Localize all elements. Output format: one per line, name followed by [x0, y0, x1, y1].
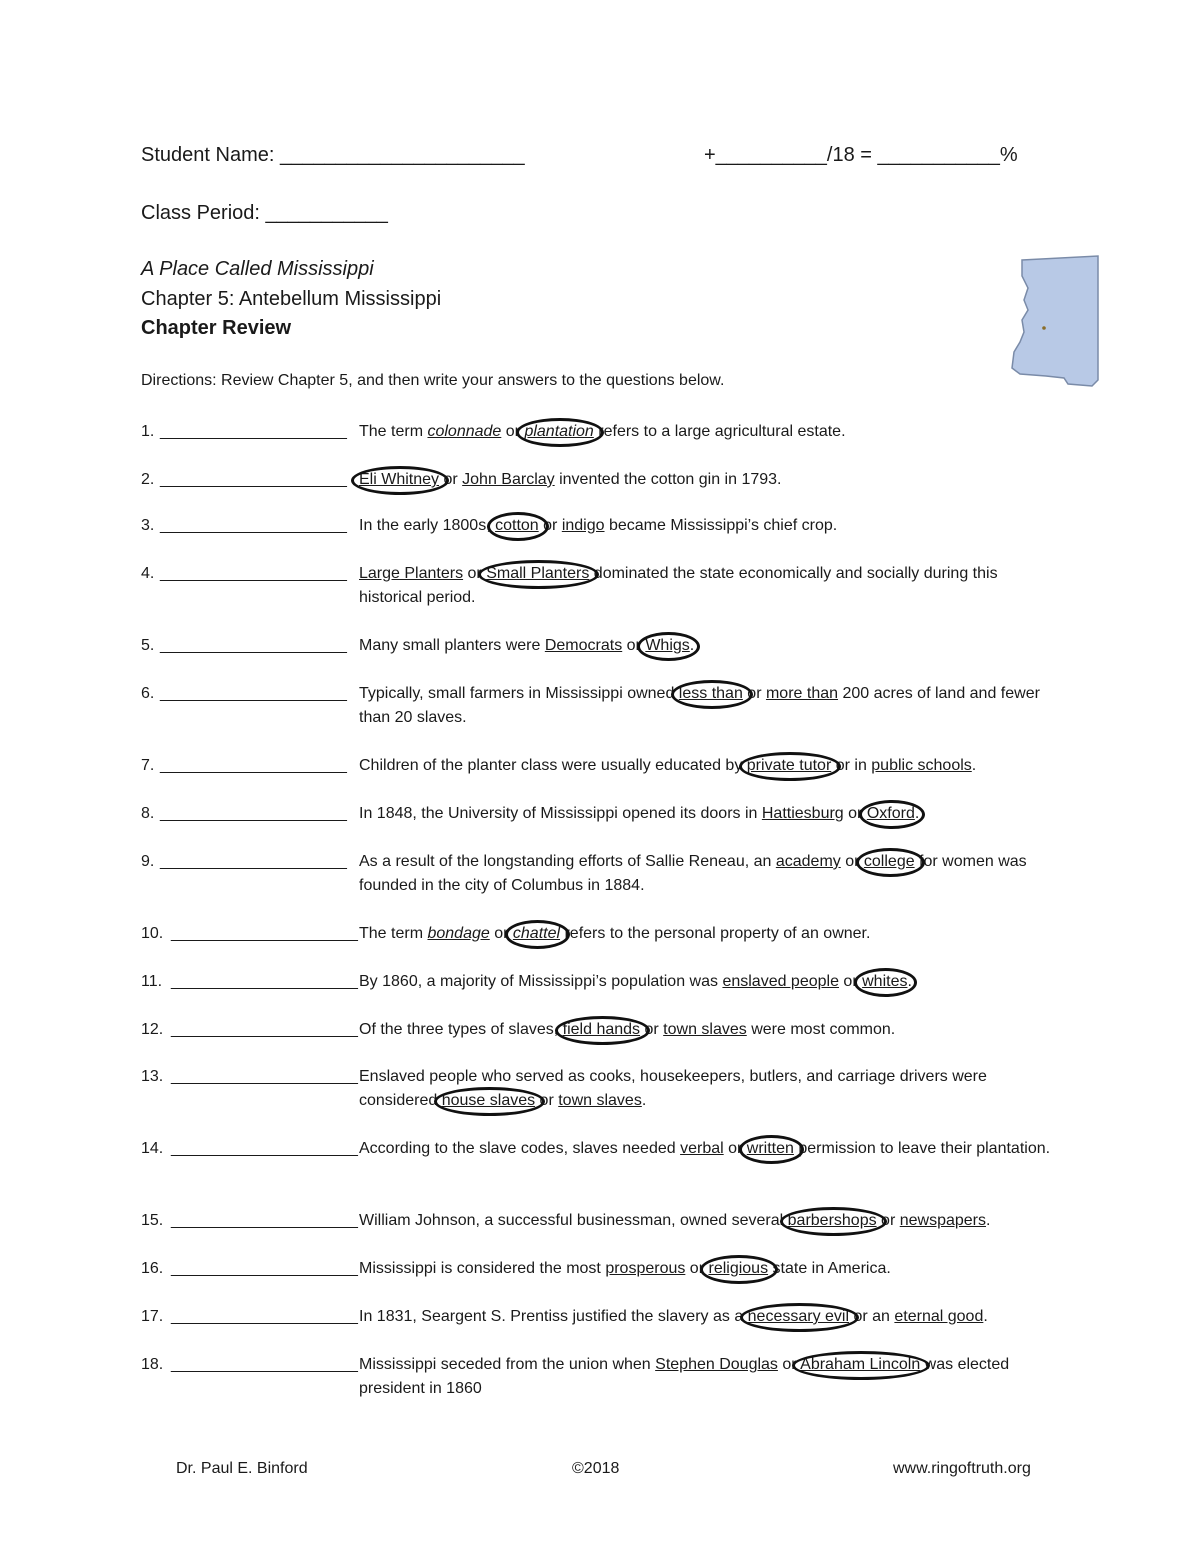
- answer-blank[interactable]: _____________________: [171, 1140, 358, 1157]
- answer-choice: barbershops: [787, 1212, 877, 1229]
- question-text: Children of the planter class were usually educated by private tutor or in public schools.: [359, 757, 977, 774]
- answer-choice: private tutor: [746, 757, 832, 774]
- question-number: 17.: [141, 1308, 164, 1325]
- answer-choice: house slaves: [441, 1092, 536, 1109]
- book-title: A Place Called Mississippi: [141, 258, 374, 280]
- answer-choice: town slaves: [663, 1021, 747, 1038]
- answer-choice: public schools: [871, 757, 972, 774]
- answer-blank[interactable]: _____________________: [171, 1356, 358, 1373]
- question-number: 12.: [141, 1021, 164, 1038]
- question-number: 14.: [141, 1140, 164, 1157]
- question-text: In 1831, Seargent S. Prentiss justified the slavery as a necessary evil or an eternal good.: [359, 1308, 988, 1325]
- answer-choice: colonnade: [427, 423, 502, 440]
- question-number: 3.: [141, 517, 155, 534]
- answer-choice: Small Planters: [486, 565, 590, 582]
- question-text: Mississippi is considered the most prosperous or religious state in America.: [359, 1260, 891, 1277]
- answer-blank[interactable]: _____________________: [160, 805, 347, 822]
- question-number: 1.: [141, 423, 155, 440]
- question-number: 13.: [141, 1068, 164, 1085]
- question-number: 9.: [141, 853, 155, 870]
- answer-choice: prosperous: [605, 1260, 686, 1277]
- answer-choice: whites: [862, 973, 908, 990]
- answer-choice: Eli Whitney: [359, 471, 440, 488]
- answer-choice: Whigs: [645, 637, 690, 654]
- answer-choice: Stephen Douglas: [655, 1356, 778, 1373]
- chapter-title: Chapter 5: Antebellum Mississippi: [141, 288, 442, 310]
- question-number: 5.: [141, 637, 155, 654]
- answer-choice: Democrats: [544, 637, 623, 654]
- answer-choice: college: [863, 853, 915, 870]
- answer-choice: town slaves: [558, 1092, 642, 1109]
- question-text: Large Planters or Small Planters dominated the state economically and socially during this historical period.: [359, 565, 998, 606]
- score-field: +__________/18 = ___________%: [704, 144, 1018, 166]
- question-number: 15.: [141, 1212, 164, 1229]
- answer-blank[interactable]: _____________________: [171, 1068, 358, 1085]
- answer-choice: religious: [708, 1260, 769, 1277]
- answer-choice: Abraham Lincoln: [800, 1356, 921, 1373]
- question-text: In the early 1800s, cotton or indigo became Mississippi’s chief crop.: [359, 517, 838, 534]
- answer-blank[interactable]: _____________________: [171, 925, 358, 942]
- answer-choice: bondage: [427, 925, 490, 942]
- answer-choice: necessary evil: [747, 1308, 850, 1325]
- footer-website: www.ringoftruth.org: [893, 1460, 1031, 1477]
- answer-blank[interactable]: _____________________: [160, 471, 347, 488]
- answer-choice: chattel: [512, 925, 561, 942]
- question-text: William Johnson, a successful businessman, owned several barbershops or newspapers.: [359, 1212, 991, 1229]
- student-name-field: Student Name: ______________________: [141, 144, 525, 166]
- question-text: As a result of the longstanding efforts of Sallie Reneau, an academy or college for women was founded in the city of Columbus in 1884.: [359, 853, 1027, 894]
- question-text: According to the slave codes, slaves needed verbal or written permission to leave their plantation.: [359, 1140, 1051, 1157]
- answer-blank[interactable]: _____________________: [160, 637, 347, 654]
- footer-author: Dr. Paul E. Binford: [176, 1460, 308, 1477]
- answer-blank[interactable]: _____________________: [160, 757, 347, 774]
- answer-choice: Hattiesburg: [761, 805, 844, 822]
- question-number: 7.: [141, 757, 155, 774]
- answer-choice: newspapers: [899, 1212, 986, 1229]
- answer-choice: verbal: [680, 1140, 724, 1157]
- answer-choice: Large Planters: [359, 565, 464, 582]
- answer-blank[interactable]: _____________________: [171, 1212, 358, 1229]
- question-number: 11.: [141, 973, 163, 990]
- answer-choice: indigo: [561, 517, 605, 534]
- question-text: Typically, small farmers in Mississippi owned less than or more than 200 acres of land and fewer than 20 slaves.: [359, 685, 1040, 726]
- answer-blank[interactable]: _____________________: [171, 1308, 358, 1325]
- question-number: 16.: [141, 1260, 164, 1277]
- answer-choice: plantation: [524, 423, 594, 440]
- question-text: The term colonnade or plantation refers to a large agricultural estate.: [359, 423, 846, 440]
- answer-blank[interactable]: _____________________: [171, 1260, 358, 1277]
- question-text: Many small planters were Democrats or Whigs.: [359, 637, 695, 654]
- mississippi-map-icon: [1006, 252, 1102, 392]
- answer-choice: written: [746, 1140, 794, 1157]
- question-number: 18.: [141, 1356, 164, 1373]
- answer-blank[interactable]: _____________________: [160, 853, 347, 870]
- review-title: Chapter Review: [141, 317, 292, 339]
- answer-choice: John Barclay: [462, 471, 555, 488]
- question-text: Mississippi seceded from the union when Stephen Douglas or Abraham Lincoln was elected president in 1860: [359, 1356, 1010, 1397]
- question-text: The term bondage or chattel refers to the personal property of an owner.: [359, 925, 871, 942]
- footer-copyright: ©2018: [572, 1460, 620, 1477]
- answer-choice: academy: [775, 853, 841, 870]
- question-number: 10.: [141, 925, 164, 942]
- question-text: In 1848, the University of Mississippi opened its doors in Hattiesburg or Oxford.: [359, 805, 920, 822]
- question-text: Eli Whitney or John Barclay invented the cotton gin in 1793.: [359, 471, 782, 488]
- answer-choice: more than: [765, 685, 839, 702]
- question-number: 8.: [141, 805, 155, 822]
- question-number: 2.: [141, 471, 155, 488]
- answer-choice: cotton: [495, 517, 539, 534]
- answer-choice: Oxford: [866, 805, 915, 822]
- question-text: By 1860, a majority of Mississippi’s population was enslaved people or whites.: [359, 973, 912, 990]
- answer-choice: eternal good: [894, 1308, 984, 1325]
- directions-text: Directions: Review Chapter 5, and then write your answers to the questions below.: [141, 372, 725, 389]
- answer-blank[interactable]: _____________________: [160, 423, 347, 440]
- answer-blank[interactable]: _____________________: [171, 1021, 358, 1038]
- answer-blank[interactable]: _____________________: [171, 973, 358, 990]
- answer-choice: less than: [678, 685, 743, 702]
- answer-blank[interactable]: _____________________: [160, 685, 347, 702]
- question-number: 6.: [141, 685, 155, 702]
- class-period-field: Class Period: ___________: [141, 202, 388, 224]
- answer-blank[interactable]: _____________________: [160, 565, 347, 582]
- question-text: Enslaved people who served as cooks, housekeepers, butlers, and carriage drivers were considered house slaves or town slaves.: [359, 1068, 987, 1109]
- question-number: 4.: [141, 565, 155, 582]
- answer-choice: enslaved people: [722, 973, 839, 990]
- answer-blank[interactable]: _____________________: [160, 517, 347, 534]
- question-text: Of the three types of slaves, field hands or town slaves were most common.: [359, 1021, 896, 1038]
- answer-choice: field hands: [562, 1021, 641, 1038]
